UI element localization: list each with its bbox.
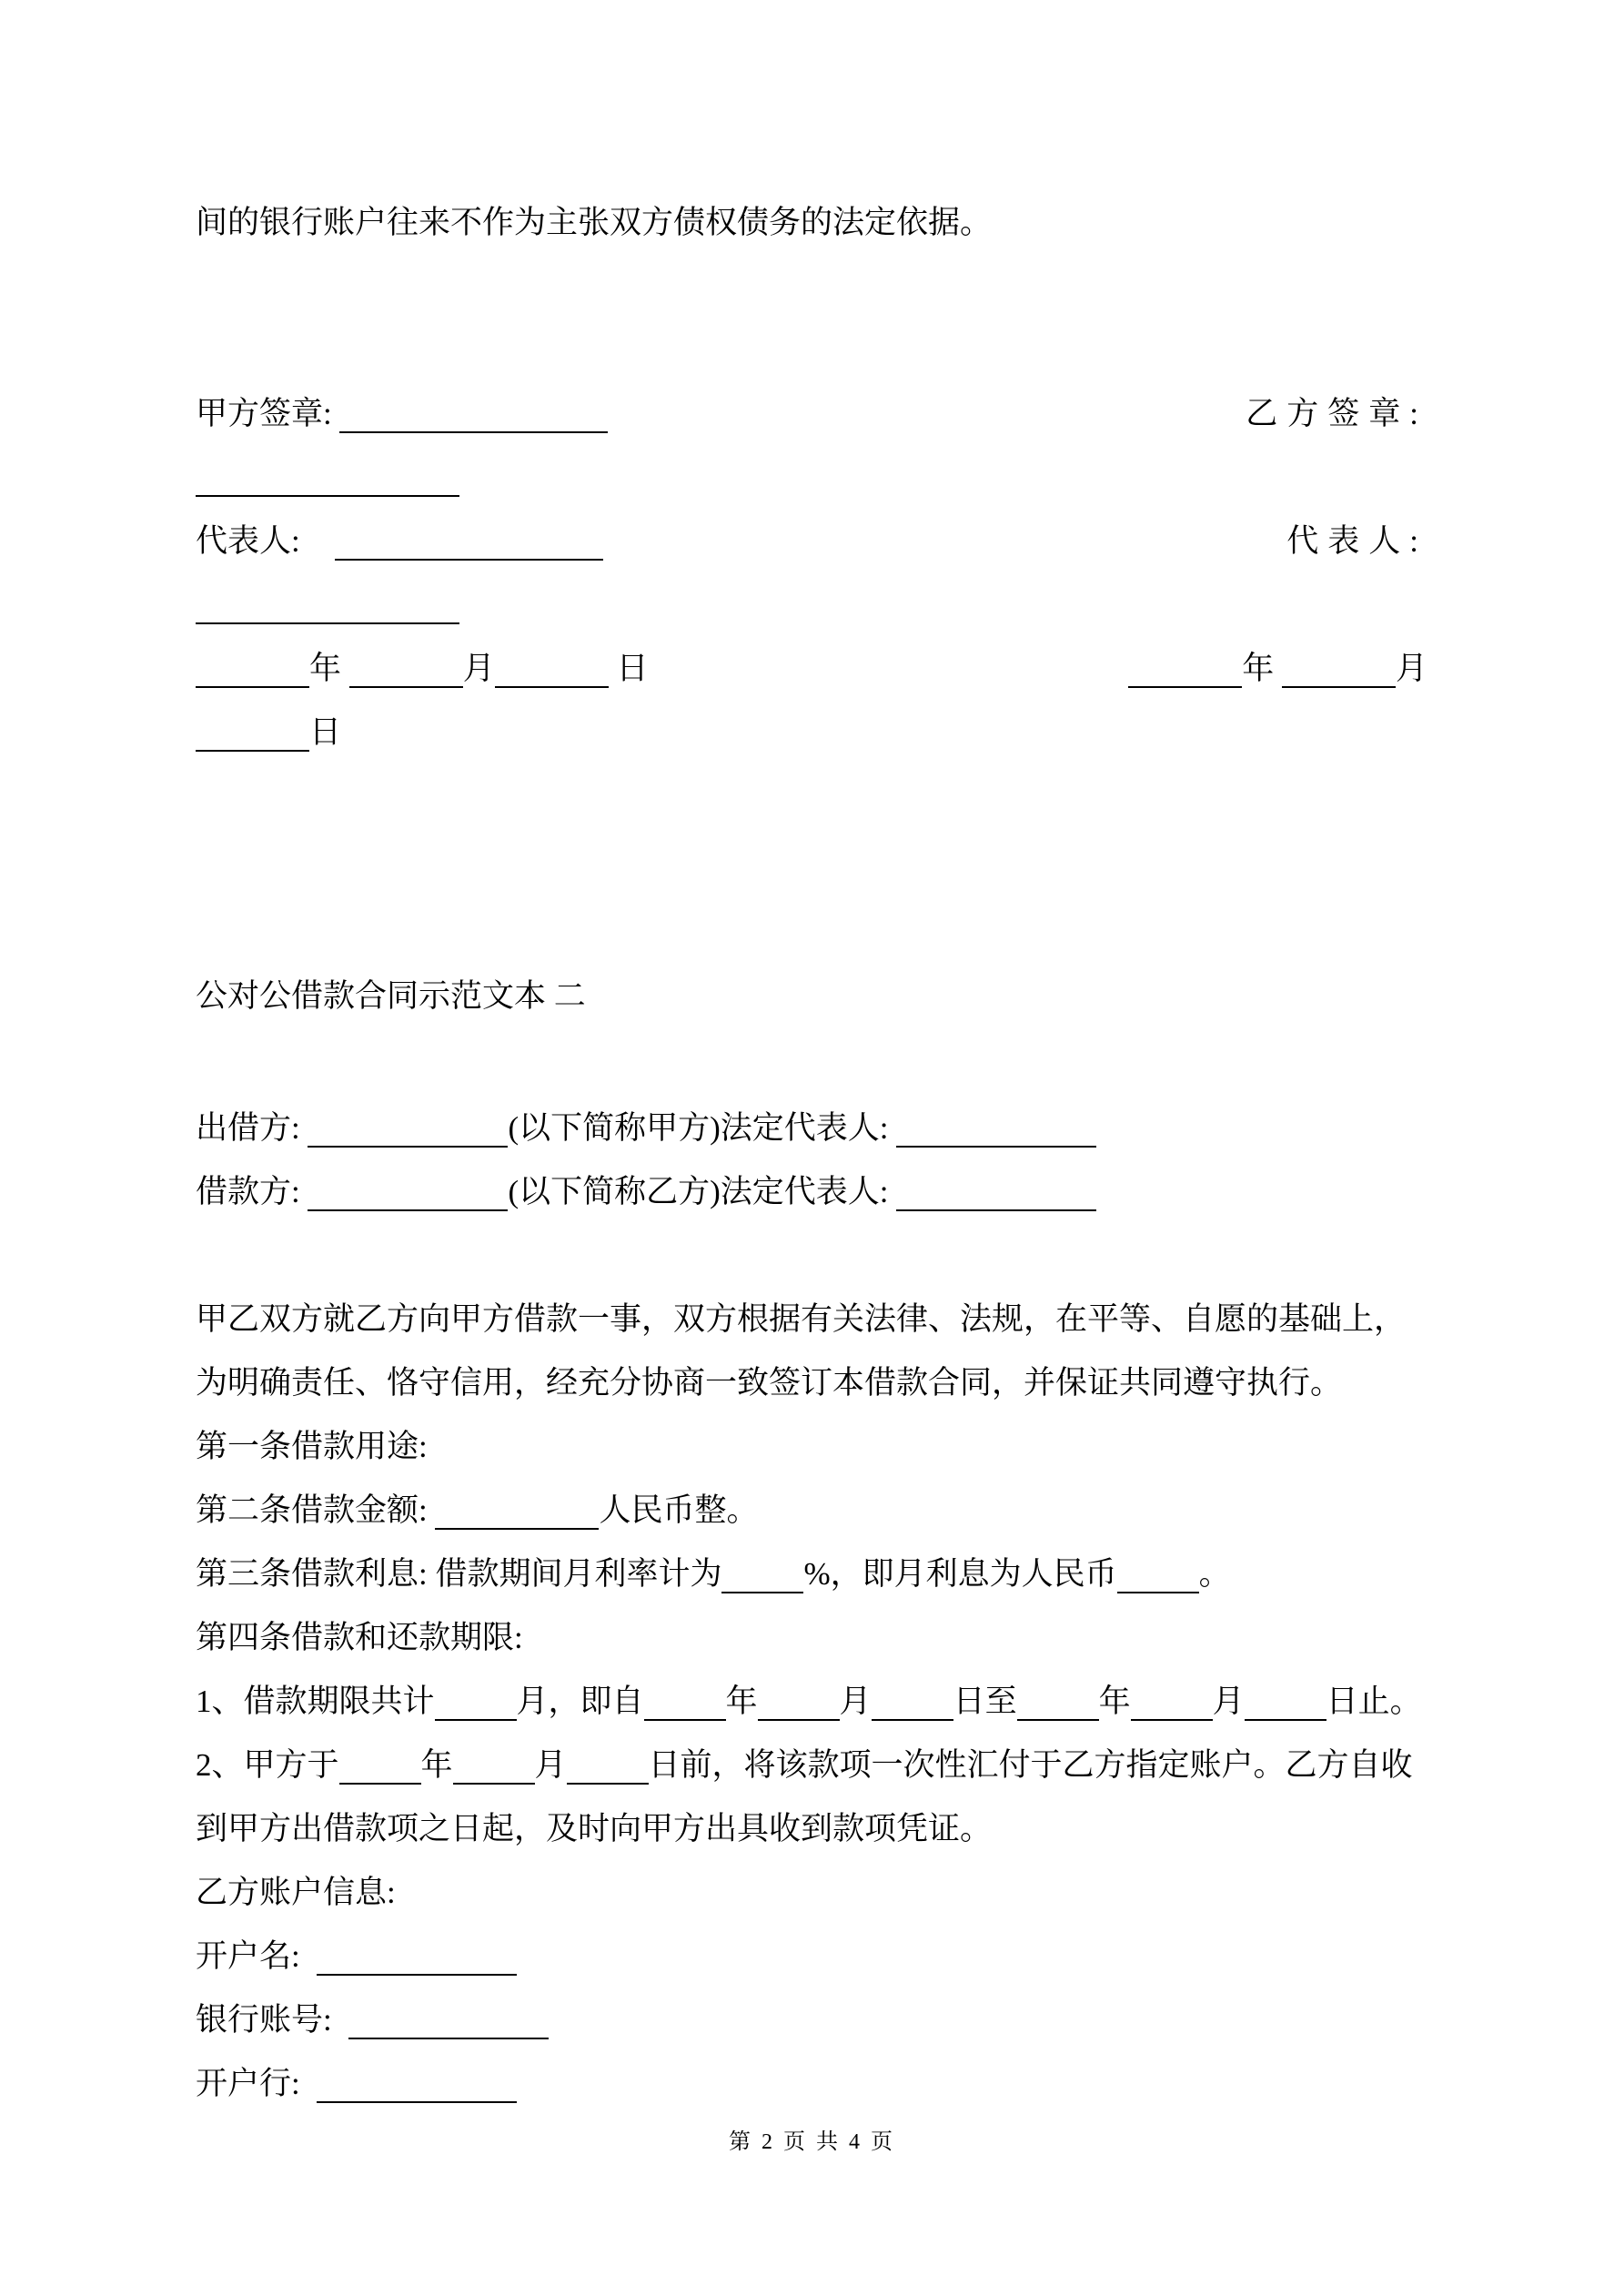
clause-2-label: 第二条借款金额: (196, 1492, 436, 1528)
borrower-note: (以下简称乙方)法定代表人: (508, 1174, 897, 1209)
interest-rate-blank (721, 1553, 803, 1593)
year-blank (196, 648, 309, 688)
pay-seg-4: 日前，将该款项一次性汇付于乙方指定账户。乙方自收 (648, 1747, 1413, 1783)
account-name-label: 开户名: (196, 1938, 308, 1974)
clause-1-text: 第一条借款用途: (196, 1429, 428, 1464)
section-title-text: 公对公借款合同示范文本 二 (196, 978, 586, 1014)
interest-amount-blank (1117, 1553, 1199, 1593)
lender-row (196, 1108, 1427, 1148)
borrower-row (196, 1171, 1427, 1212)
pay-line-2-text: 到甲方出借款项之日起，及时向甲方出具收到款项凭证。 (196, 1811, 993, 1846)
pay-day-blank (567, 1745, 649, 1785)
pay-seg-1: 2、甲方于 (196, 1747, 339, 1783)
page-number-text: 第 2 页 共 4 页 (729, 2130, 895, 2154)
party-b-seal-blank (196, 457, 459, 497)
clause-2-tail: 人民币整。 (599, 1492, 759, 1528)
lender-note: (以下简称甲方)法定代表人: (508, 1110, 897, 1146)
preamble-line-2-text: 为明确责任、恪守信用，经充分协商一致签订本借款合同，并保证共同遵守执行。 (196, 1365, 1343, 1401)
start-month-blank (758, 1681, 840, 1721)
preamble-line-2 (196, 1362, 1427, 1403)
year-label: 年 (309, 651, 349, 686)
month-label: 月 (462, 651, 495, 686)
term-seg-3: 年 (725, 1684, 758, 1719)
pay-seg-2: 年 (420, 1747, 453, 1783)
clause-1-row (196, 1426, 1427, 1467)
clause-4-item-2-row (196, 1745, 1427, 1785)
pay-seg-3: 月 (534, 1747, 567, 1783)
party-a-seal-blank (339, 393, 608, 433)
party-b-representative-blank-row (196, 584, 1427, 625)
section-title (196, 976, 1427, 1017)
clause-4-item-1-row (196, 1681, 1427, 1722)
party-a-date (196, 648, 649, 689)
party-b-seal-blank-row (196, 457, 1427, 498)
preamble-line-1-text: 甲乙双方就乙方向甲方借款一事，双方根据有关法律、法规，在平等、自愿的基础上， (196, 1301, 1407, 1337)
start-day-blank (872, 1681, 953, 1721)
term-seg-5: 日至 (953, 1684, 1017, 1719)
clause-3-lead: 第三条借款利息: 借款期间月利率计为 (196, 1556, 722, 1592)
bank-account-blank (348, 1999, 549, 2039)
party-b-representative-label: 代表人: (1286, 523, 1427, 559)
term-seg-8: 日止。 (1326, 1684, 1422, 1719)
bank-account-row (196, 1999, 1427, 2040)
party-a-representative-blank (335, 521, 603, 561)
party-a-seal (196, 393, 608, 434)
seal-row (196, 393, 1427, 434)
party-a-representative-label: 代表人: (196, 523, 308, 559)
bank-account-label: 银行账号: (196, 2002, 340, 2038)
borrower-name-blank (308, 1171, 508, 1211)
term-seg-2: 月，即自 (516, 1684, 644, 1719)
previous-clause-tail-text: 间的银行账户往来不作为主张双方债权债务的法定依据。 (196, 205, 993, 240)
party-b-day-row (196, 712, 1427, 753)
end-month-blank (1131, 1681, 1213, 1721)
term-seg-7: 月 (1212, 1684, 1245, 1719)
year-label: 年 (1242, 651, 1282, 686)
bank-branch-blank (317, 2063, 517, 2103)
term-months-blank (435, 1681, 517, 1721)
lender-representative-blank (896, 1108, 1096, 1148)
lender-label: 出借方: (196, 1110, 308, 1146)
year-blank (1128, 648, 1242, 688)
borrower-representative-blank (896, 1171, 1096, 1211)
bank-branch-label: 开户行: (196, 2066, 308, 2101)
clause-4-heading-text: 第四条借款和还款期限: (196, 1620, 523, 1655)
party-a-seal-label: 甲方签章: (196, 396, 340, 431)
lender-name-blank (308, 1108, 508, 1148)
clause-3-row (196, 1553, 1427, 1594)
month-blank (1282, 648, 1396, 688)
start-year-blank (644, 1681, 726, 1721)
term-seg-1: 1、借款期限共计 (196, 1684, 435, 1719)
preamble-line-1 (196, 1299, 1427, 1340)
party-a-representative (196, 521, 603, 561)
day-label: 日 (608, 651, 649, 686)
borrower-label: 借款方: (196, 1174, 308, 1209)
clause-4-heading-row (196, 1617, 1427, 1658)
account-heading-text: 乙方账户信息: (196, 1875, 396, 1910)
month-label: 月 (1395, 651, 1427, 686)
month-blank (349, 648, 463, 688)
account-name-blank (317, 1936, 517, 1976)
bank-branch-row (196, 2063, 1427, 2104)
day-label: 日 (309, 714, 342, 750)
end-day-blank (1245, 1681, 1326, 1721)
party-b-date (1128, 648, 1427, 689)
term-seg-4: 月 (839, 1684, 872, 1719)
clause-2-row (196, 1490, 1427, 1531)
party-b-seal-label: 乙方签章: (1246, 396, 1427, 431)
representative-row (196, 521, 1427, 561)
clause-3-end: 。 (1198, 1556, 1231, 1592)
page-footer (0, 2129, 1624, 2156)
party-b-representative-blank (196, 584, 459, 624)
account-name-row (196, 1936, 1427, 1977)
previous-clause-tail (196, 202, 1427, 243)
clause-4-item-2-continuation (196, 1808, 1427, 1849)
day-blank (196, 712, 309, 752)
clause-3-mid: %，即月利息为人民币 (803, 1556, 1117, 1592)
term-seg-6: 年 (1098, 1684, 1131, 1719)
date-row (196, 648, 1427, 689)
end-year-blank (1017, 1681, 1099, 1721)
day-blank (495, 648, 609, 688)
pay-month-blank (453, 1745, 535, 1785)
loan-amount-blank (435, 1490, 599, 1530)
account-heading-row (196, 1872, 1427, 1913)
pay-year-blank (339, 1745, 421, 1785)
